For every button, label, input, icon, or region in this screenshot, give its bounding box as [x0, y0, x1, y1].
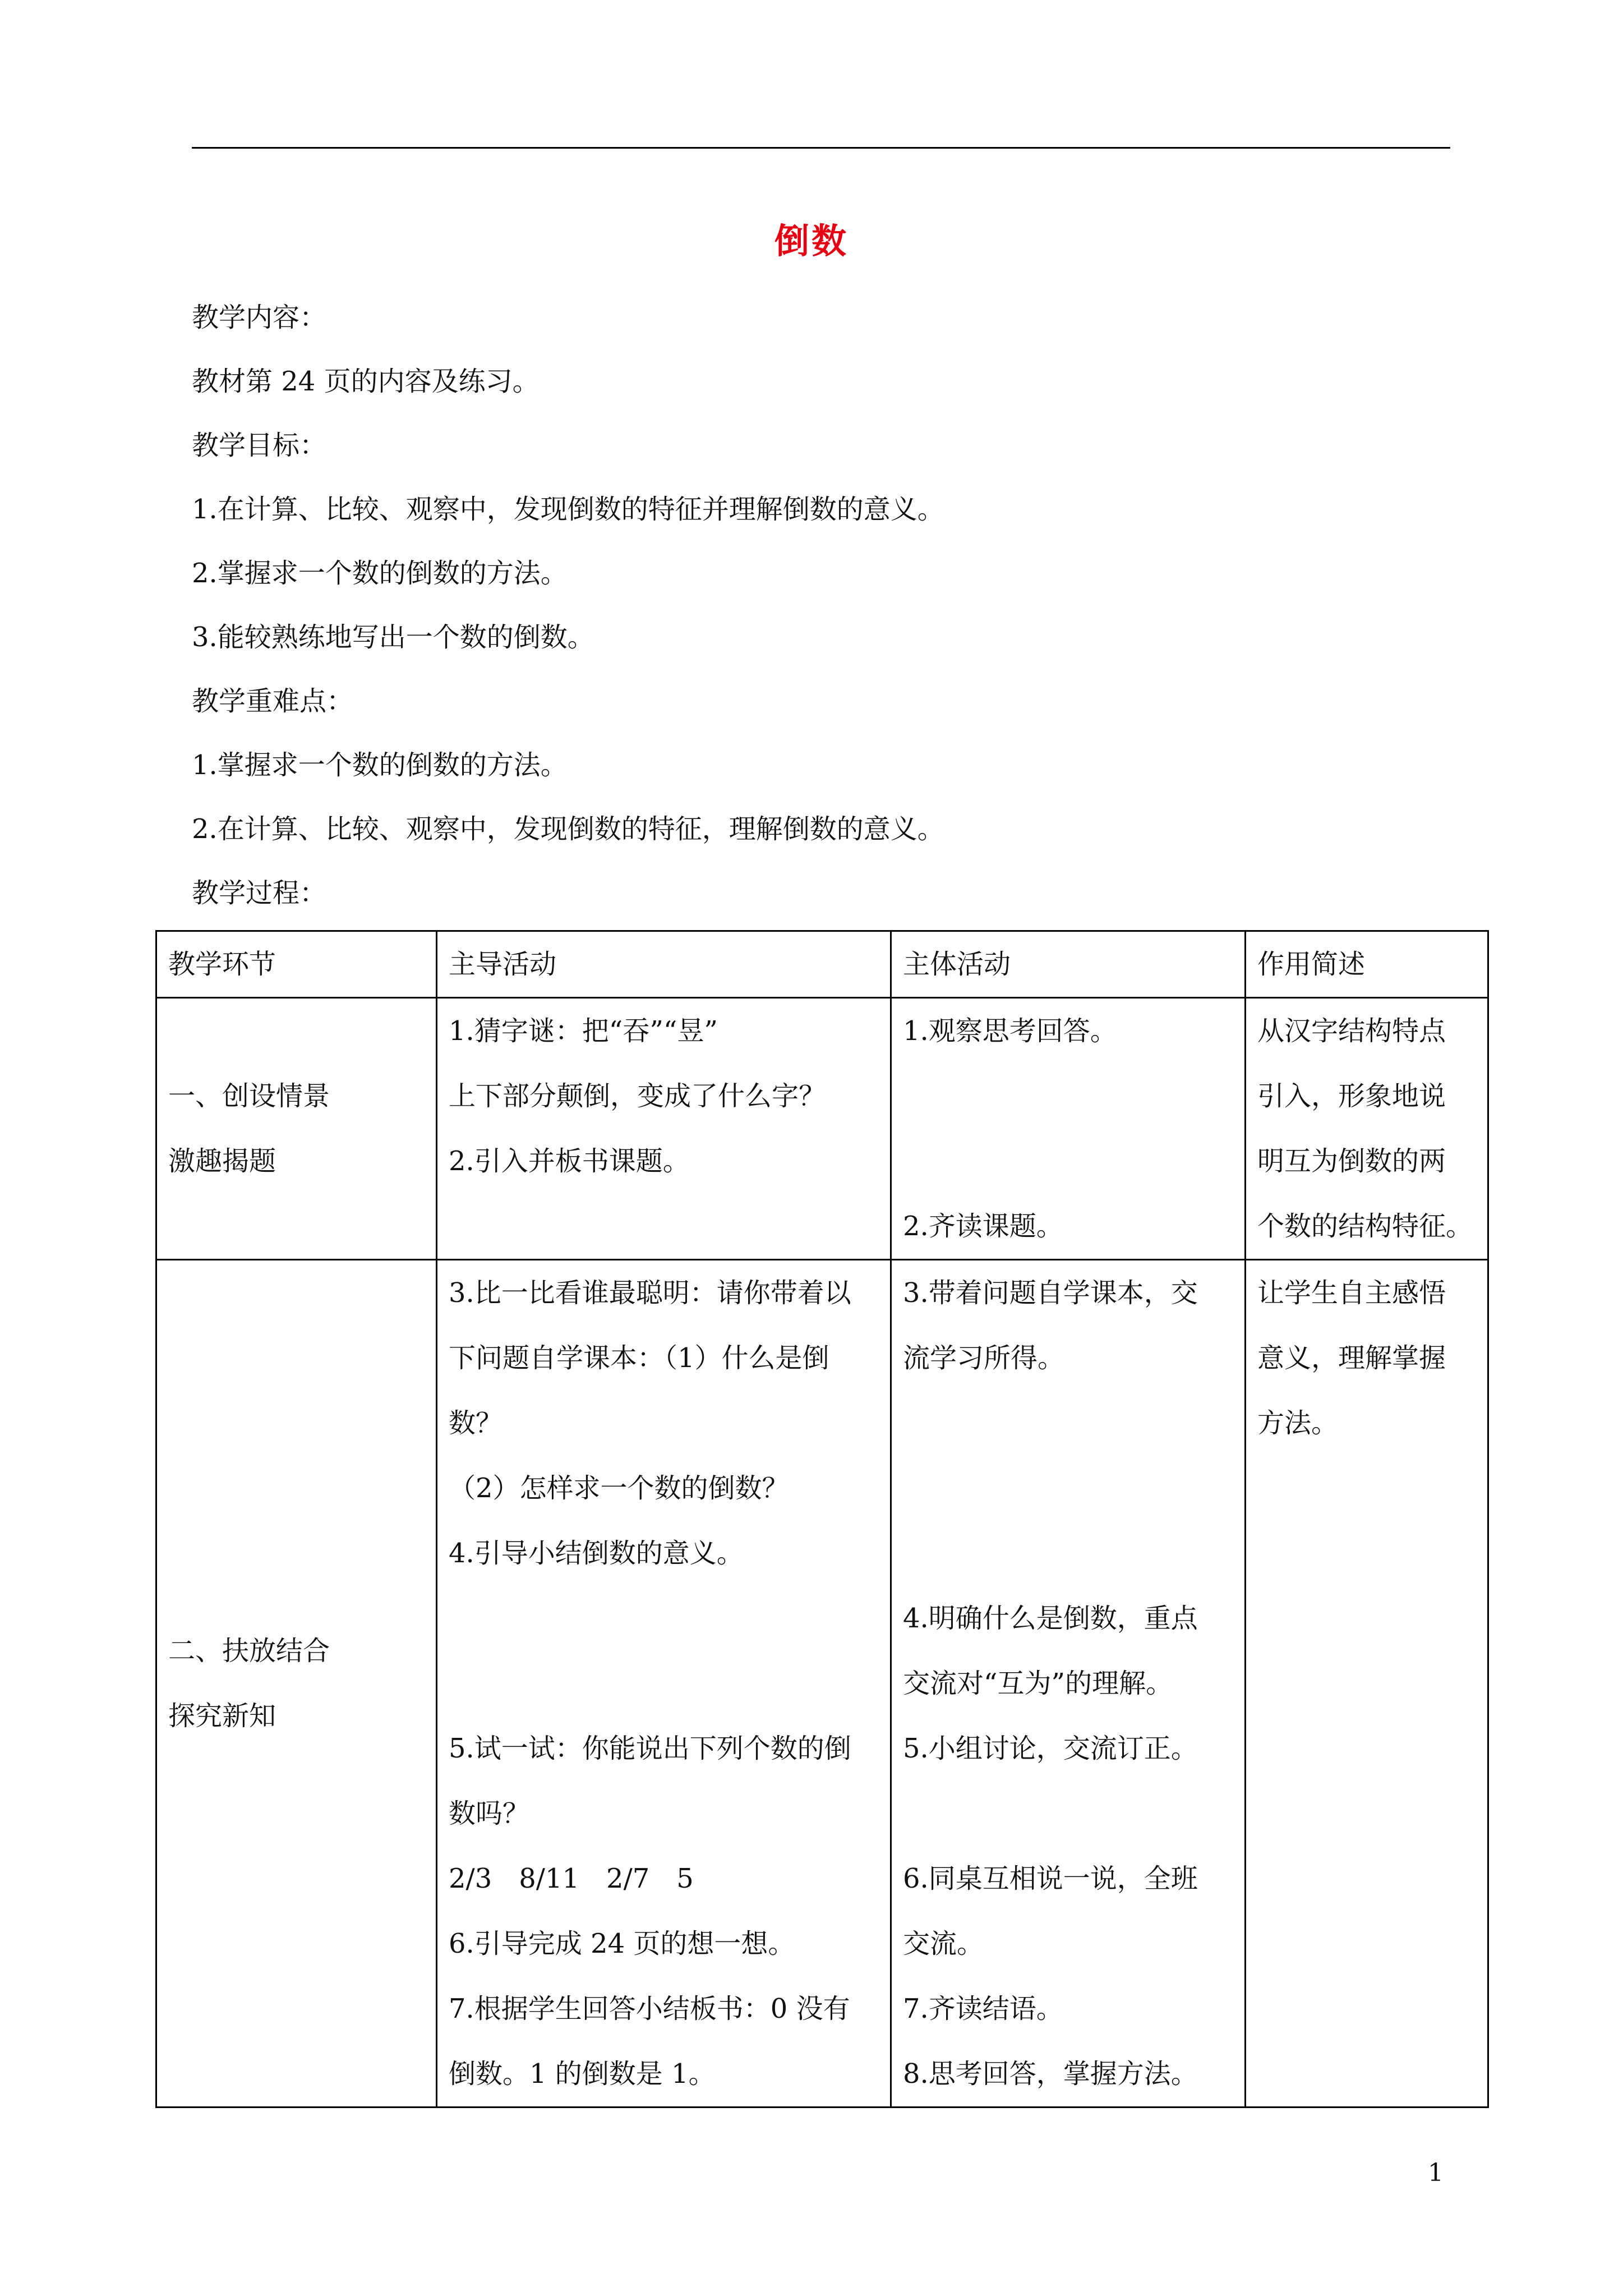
lesson-process-table: [155, 930, 1489, 2108]
header-lead-activity: 主导活动: [437, 931, 891, 998]
lead-activity-cell: 1.猜字谜：把“吞”“昱” 上下部分颠倒，变成了什么字？ 2.引入并板书课题。: [437, 998, 891, 1260]
header-purpose: 作用简述: [1246, 931, 1488, 998]
table-row: [156, 1260, 1488, 2108]
lead-activity-cell: 3.比一比看谁最聪明：请你带着以 下问题自学课本：（1）什么是倒 数？ （2）怎样求一个数的倒数？ 4.引导小结倒数的意义。 5.试一试：你能说出下列个数的倒 数吗？ 2/3 8/11 2/7 5 6.引导完成 24 页的想一想。 7.根据学生回答小结板书：0 没有 倒数。1 的倒数是 1。: [437, 1260, 891, 2108]
purpose-cell: 从汉字结构特点 引入，形象地说 明互为倒数的两 个数的结构特征。: [1246, 998, 1488, 1260]
stage-cell: 二、扶放结合 探究新知: [156, 1260, 437, 2108]
content-text: 教材第 24 页的内容及练习。: [192, 366, 540, 397]
stage-cell: 一、创设情景 激趣揭题: [156, 998, 437, 1260]
page-title: 倒数: [774, 220, 849, 261]
fraction-list: 2/3 8/11 2/7 5: [449, 1863, 694, 1894]
table-row: [156, 998, 1488, 1260]
student-activity-cell: 1.观察思考回答。 2.齐读课题。: [891, 998, 1246, 1260]
keypoint-item: 1.掌握求一个数的倒数的方法。: [192, 749, 568, 781]
goal-item: 1.在计算、比较、观察中，发现倒数的特征并理解倒数的意义。: [192, 494, 944, 525]
page-number: 1: [1428, 2159, 1444, 2187]
goal-item: 2.掌握求一个数的倒数的方法。: [192, 558, 568, 589]
header-student-activity: 主体活动: [891, 931, 1246, 998]
table-header-row: [156, 931, 1488, 998]
keypoint-item: 2.在计算、比较、观察中，发现倒数的特征，理解倒数的意义。: [192, 813, 944, 845]
header-rule: [192, 147, 1450, 149]
header-stage: 教学环节: [156, 931, 437, 998]
section-heading-content: 教学内容：: [192, 302, 327, 333]
student-activity-cell: 3.带着问题自学课本，交 流学习所得。 4.明确什么是倒数，重点 交流对“互为”的理解。 5.小组讨论，交流订正。 6.同桌互相说一说，全班 交流。 7.齐读结语。 8.思考回答，掌握方法。: [891, 1260, 1246, 2108]
section-heading-keypoints: 教学重难点：: [192, 685, 354, 717]
goal-item: 3.能较熟练地写出一个数的倒数。: [192, 622, 594, 653]
section-heading-process: 教学过程：: [192, 877, 327, 909]
section-heading-goals: 教学目标：: [192, 430, 327, 461]
purpose-cell: 让学生自主感悟 意义，理解掌握 方法。: [1246, 1260, 1488, 2108]
